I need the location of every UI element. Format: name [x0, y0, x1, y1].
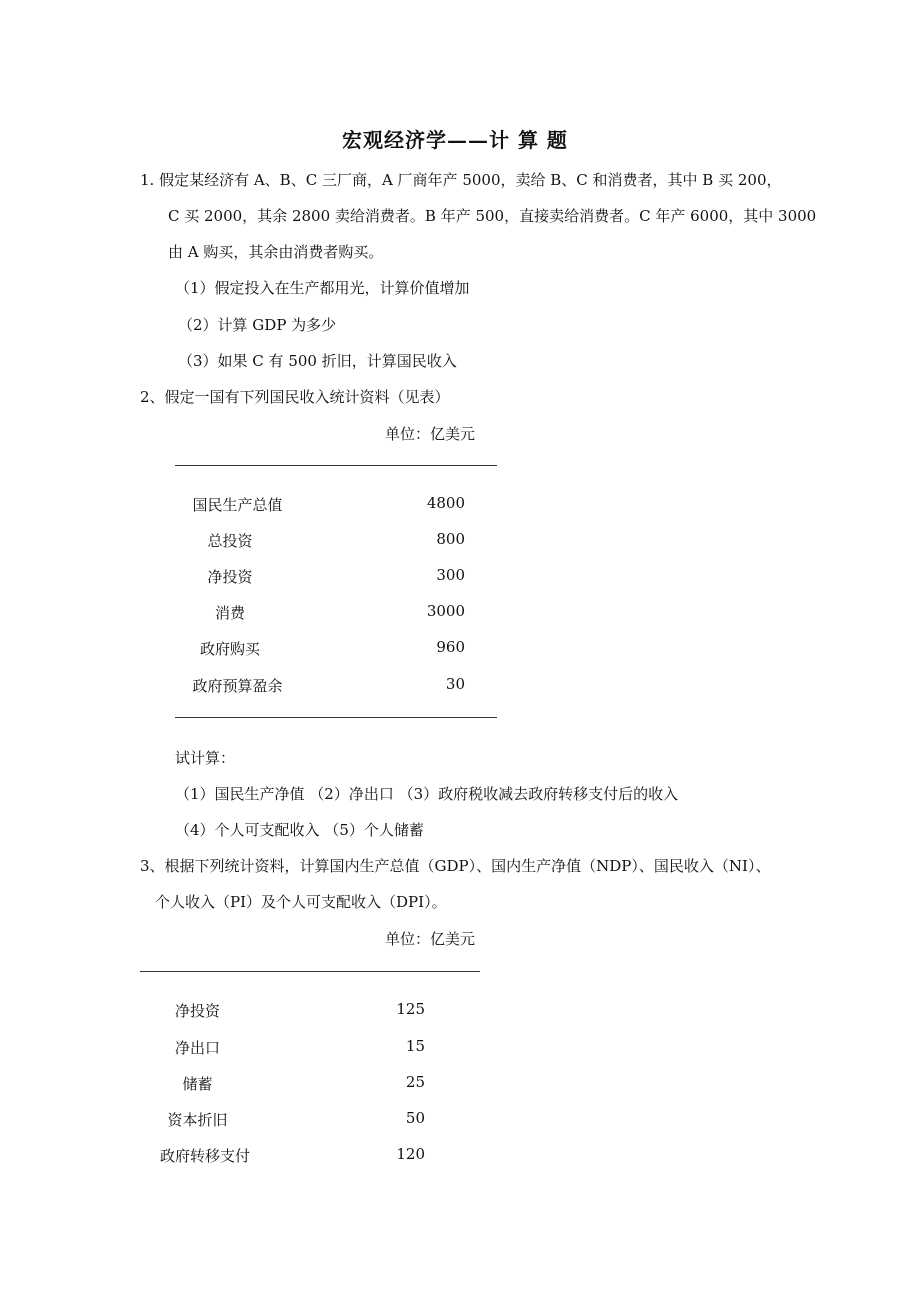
q2-row-label: 净投资 — [207, 568, 253, 586]
q3-row-value: 25 — [405, 1073, 425, 1091]
q2-row-value: 3000 — [426, 602, 465, 620]
q1-sub-3: （3）如果 C 有 500 折旧，计算国民收入 — [178, 352, 457, 370]
q2-unit: 单位：亿美元 — [385, 425, 476, 443]
q3-line-1: 3、根据下列统计资料，计算国内生产总值（GDP）、国内生产净值（NDP）、国民收入（NI）、 — [140, 857, 771, 875]
q1-sub-1: （1）假定投入在生产都用光，计算价值增加 — [175, 279, 470, 297]
q3-unit: 单位：亿美元 — [385, 930, 476, 948]
q1-line-1: 1. 假定某经济有 A、B、C 三厂商，A 厂商年产 5000，卖给 B、C 和消费者，其中 B 买 200， — [140, 171, 782, 189]
q2-row-label: 国民生产总值 — [192, 496, 283, 514]
q2-row-value: 30 — [445, 675, 465, 693]
q3-row-value: 15 — [405, 1037, 425, 1055]
q2-row-value: 800 — [436, 530, 465, 548]
q3-line-2: 个人收入（PI）及个人可支配收入（DPI）。 — [155, 893, 447, 911]
q2-sub-line-2: （4）个人可支配收入 （5）个人储蓄 — [175, 821, 424, 839]
q2-calc-label: 试计算： — [175, 749, 236, 767]
q2-row-label: 政府预算盈余 — [192, 677, 283, 695]
q1-line-3: 由 A 购买，其余由消费者购买。 — [168, 243, 384, 261]
q2-row-label: 总投资 — [207, 532, 253, 550]
q3-row-value: 125 — [396, 1000, 425, 1018]
page-title: 宏观经济学——计 算 题 — [342, 128, 568, 152]
q2-intro: 2、假定一国有下列国民收入统计资料（见表） — [140, 388, 450, 406]
q3-row-label: 储蓄 — [182, 1075, 213, 1093]
q2-bottom-rule — [175, 717, 497, 718]
q2-row-value: 960 — [436, 638, 465, 656]
q3-row-label: 资本折旧 — [167, 1111, 228, 1129]
q3-top-rule — [140, 971, 480, 972]
q3-row-label: 政府转移支付 — [159, 1147, 250, 1165]
q3-row-value: 120 — [396, 1145, 425, 1163]
q2-row-value: 300 — [436, 566, 465, 584]
q2-row-label: 消费 — [214, 604, 245, 622]
q2-top-rule — [175, 465, 497, 466]
q2-row-value: 4800 — [426, 494, 465, 512]
q1-line-2: C 买 2000，其余 2800 卖给消费者。B 年产 500，直接卖给消费者。C 年产 6000，其中 3000 — [168, 207, 817, 225]
q3-row-label: 净出口 — [174, 1039, 220, 1057]
q2-sub-line-1: （1）国民生产净值 （2）净出口 （3）政府税收减去政府转移支付后的收入 — [175, 785, 679, 803]
q1-sub-2: （2）计算 GDP 为多少 — [178, 316, 337, 334]
q3-row-label: 净投资 — [174, 1002, 220, 1020]
q3-row-value: 50 — [405, 1109, 425, 1127]
q2-row-label: 政府购买 — [199, 640, 260, 658]
